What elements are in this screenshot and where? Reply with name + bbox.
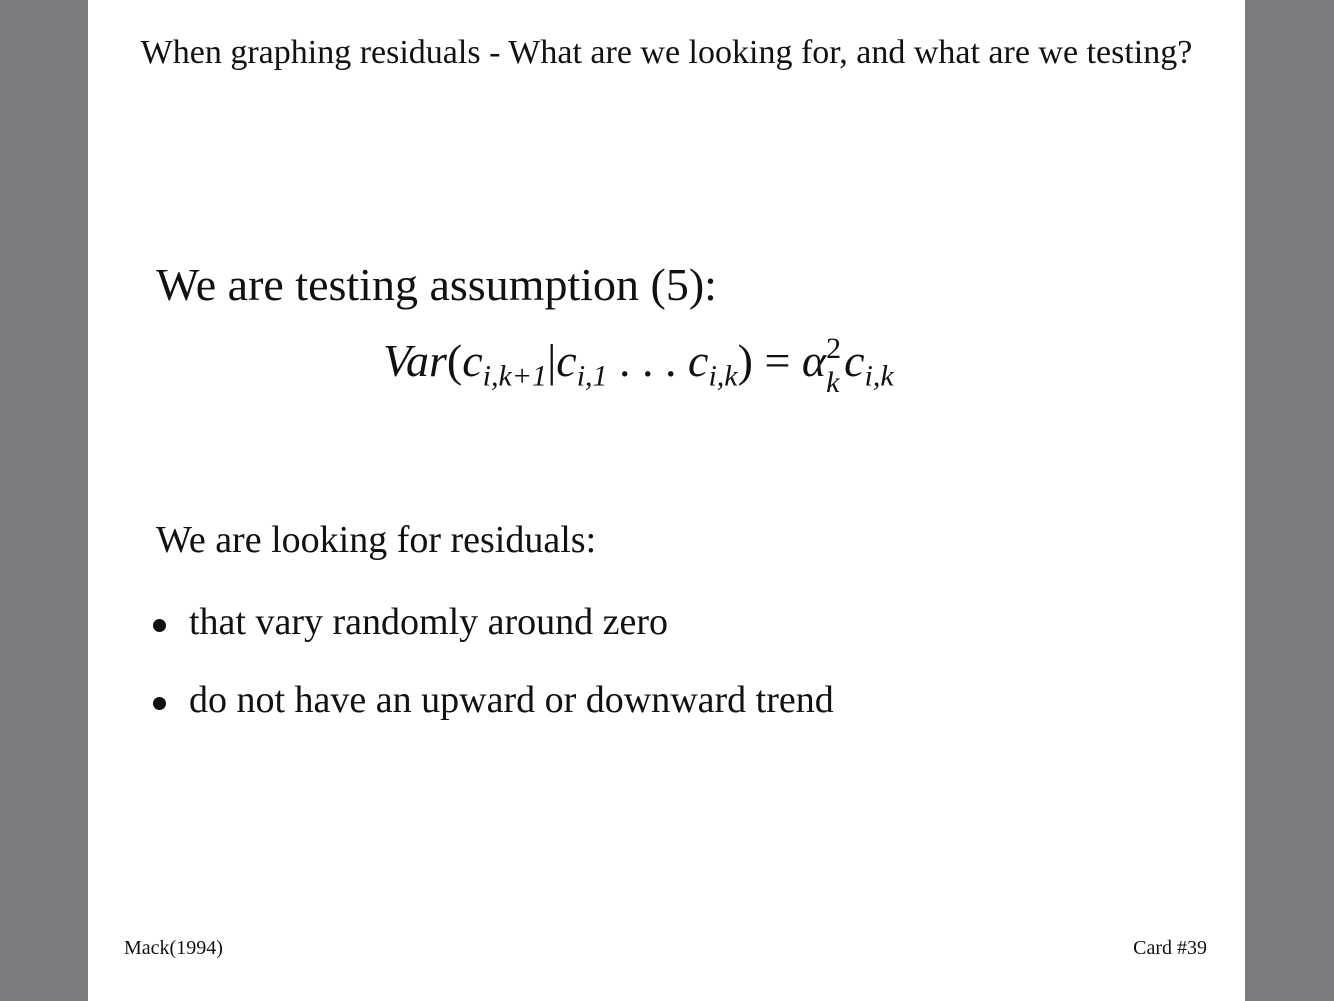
- variance-formula: [383, 332, 894, 399]
- formula-bar: |: [547, 335, 557, 386]
- formula-lparen: (: [446, 335, 463, 386]
- slide-heading: We are testing assumption (5):: [156, 259, 717, 310]
- bullet-list: [150, 600, 834, 756]
- formula-dots: . . .: [607, 335, 689, 386]
- formula-c1-sub: i,k+1: [482, 359, 548, 393]
- formula-c1: c: [462, 335, 483, 386]
- list-item: [150, 678, 834, 756]
- slide-page: [88, 0, 1245, 1001]
- bullet-text: do not have an upward or downward trend: [189, 679, 834, 721]
- formula-equals: =: [752, 335, 802, 386]
- bullet-dot-icon: [153, 697, 166, 710]
- bullet-dot-icon: [153, 619, 166, 632]
- formula-var: Var: [383, 335, 447, 386]
- list-item: [150, 600, 834, 678]
- formula-alpha-scripts: [826, 332, 844, 399]
- card-number: Card #39: [1133, 937, 1207, 959]
- formula-alpha: α: [801, 335, 827, 386]
- formula-alpha-sup: 2: [826, 332, 842, 365]
- bullet-text: that vary randomly around zero: [189, 601, 669, 643]
- formula-alpha-sub: k: [826, 366, 840, 399]
- formula-c3-sub: i,k: [708, 359, 738, 393]
- formula-c2-sub: i,1: [576, 359, 608, 393]
- intro-text: We are looking for residuals:: [156, 519, 597, 561]
- formula-c4: c: [844, 335, 865, 386]
- formula-c3: c: [688, 335, 709, 386]
- slide-title: When graphing residuals - What are we looking for, and what are we testing?: [140, 34, 1193, 71]
- source-citation: Mack(1994): [124, 937, 223, 959]
- formula-c2: c: [556, 335, 577, 386]
- formula-rparen: ): [737, 335, 753, 386]
- formula-c4-sub: i,k: [864, 359, 894, 393]
